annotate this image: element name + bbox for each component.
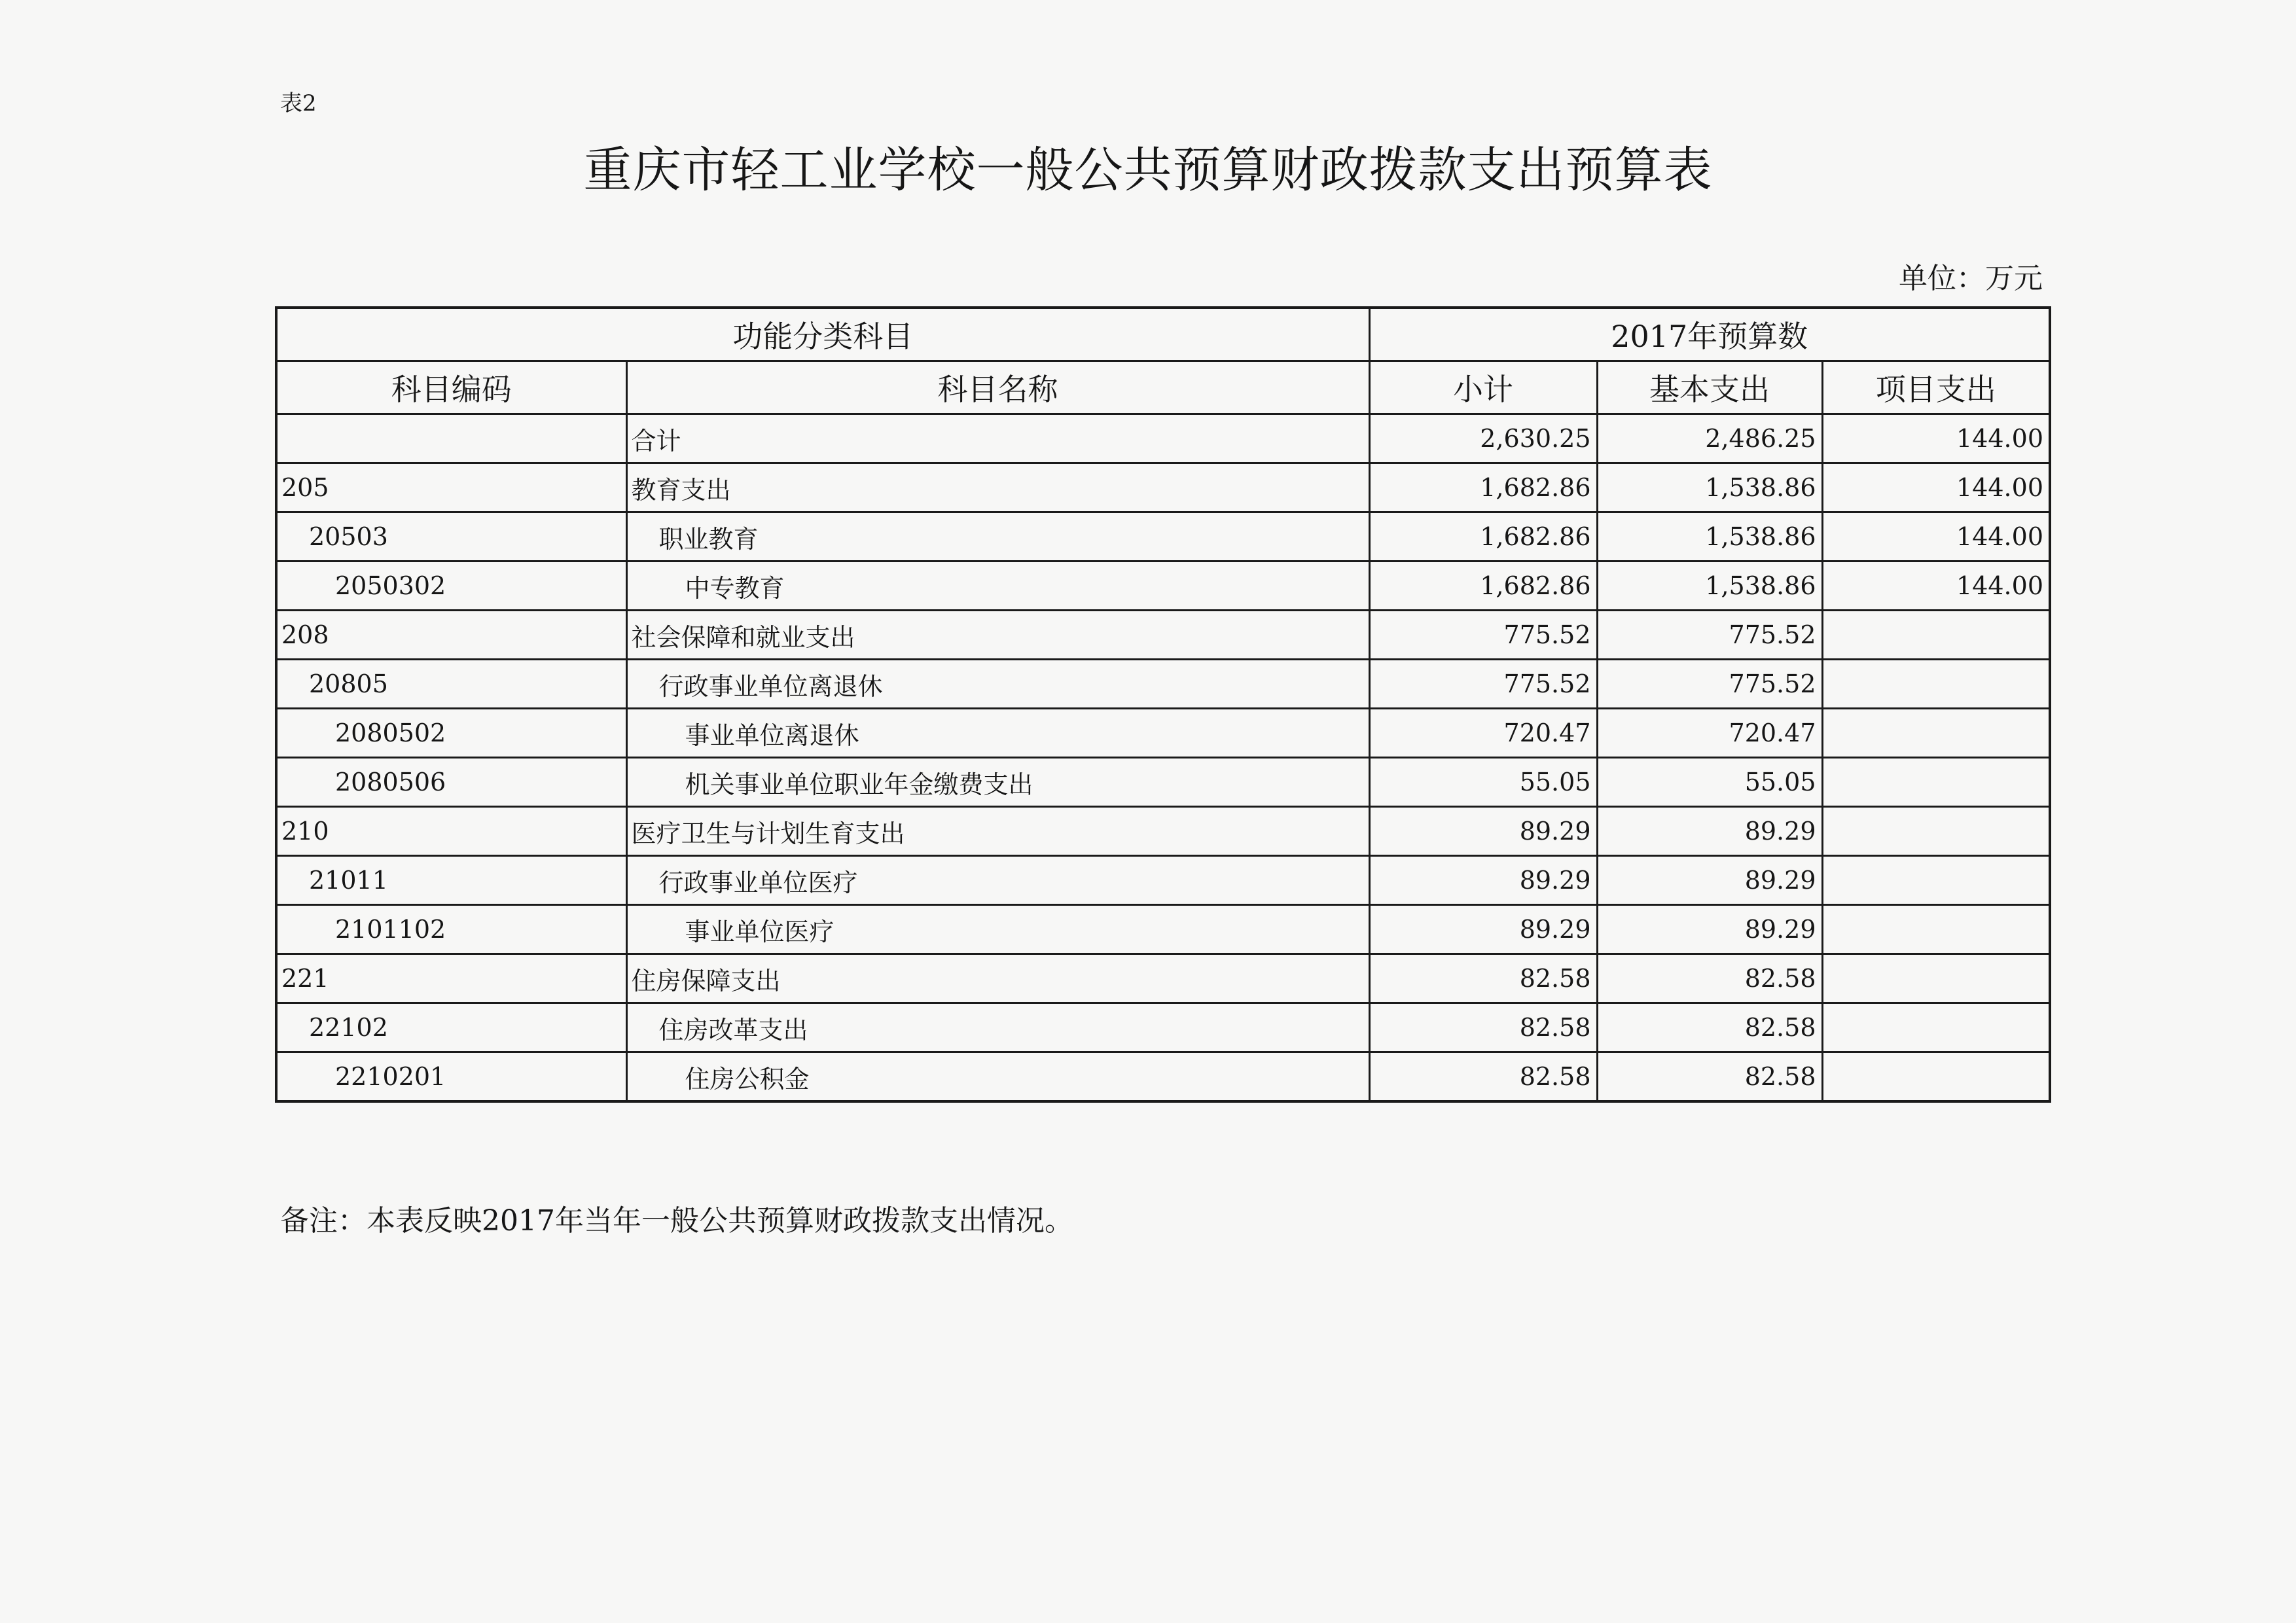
- subtotal-cell: 89.29: [1369, 905, 1597, 954]
- subject-code-cell: 2050302: [276, 562, 626, 611]
- subtotal-cell: 55.05: [1369, 758, 1597, 807]
- subject-code-cell: 20805: [276, 660, 626, 709]
- subtotal-cell: 2,630.25: [1369, 414, 1597, 463]
- column-header-code: 科目编码: [276, 361, 626, 414]
- subject-name-cell: 事业单位医疗: [626, 905, 1369, 954]
- project-expenditure-cell: [1822, 660, 2050, 709]
- subject-name-cell: 事业单位离退休: [626, 709, 1369, 758]
- subtotal-cell: 1,682.86: [1369, 463, 1597, 512]
- subject-code-cell: 221: [276, 954, 626, 1003]
- subject-name-cell: 教育支出: [626, 463, 1369, 512]
- basic-expenditure-cell: 2,486.25: [1597, 414, 1822, 463]
- subject-code-cell: 20503: [276, 512, 626, 562]
- table-header: [276, 308, 2050, 414]
- table-row: [276, 512, 2050, 562]
- table-row: [276, 562, 2050, 611]
- subject-name-cell: 职业教育: [626, 512, 1369, 562]
- basic-expenditure-cell: 1,538.86: [1597, 562, 1822, 611]
- project-expenditure-cell: 144.00: [1822, 414, 2050, 463]
- table-row: [276, 709, 2050, 758]
- subject-code-cell: 2080506: [276, 758, 626, 807]
- project-expenditure-cell: [1822, 954, 2050, 1003]
- project-expenditure-cell: 144.00: [1822, 562, 2050, 611]
- header-group-row: [276, 308, 2050, 361]
- subject-code-cell: 210: [276, 807, 626, 856]
- project-expenditure-cell: [1822, 807, 2050, 856]
- subject-name-cell: 行政事业单位医疗: [626, 856, 1369, 905]
- subject-name-cell: 行政事业单位离退休: [626, 660, 1369, 709]
- subject-code-cell: [276, 414, 626, 463]
- subject-code-cell: 2210201: [276, 1052, 626, 1102]
- table-number-label: 表2: [280, 90, 317, 116]
- project-expenditure-cell: [1822, 856, 2050, 905]
- basic-expenditure-cell: 82.58: [1597, 1003, 1822, 1052]
- subtotal-cell: 82.58: [1369, 1003, 1597, 1052]
- basic-expenditure-cell: 89.29: [1597, 856, 1822, 905]
- subject-name-cell: 中专教育: [626, 562, 1369, 611]
- subject-name-cell: 机关事业单位职业年金缴费支出: [626, 758, 1369, 807]
- subject-code-cell: 22102: [276, 1003, 626, 1052]
- subject-code-cell: 205: [276, 463, 626, 512]
- budget-table: [275, 306, 2051, 1103]
- subtotal-cell: 720.47: [1369, 709, 1597, 758]
- subtotal-cell: 89.29: [1369, 807, 1597, 856]
- subtotal-cell: 775.52: [1369, 660, 1597, 709]
- subject-code-cell: 21011: [276, 856, 626, 905]
- subject-code-cell: 208: [276, 611, 626, 660]
- subject-name-cell: 社会保障和就业支出: [626, 611, 1369, 660]
- subtotal-cell: 89.29: [1369, 856, 1597, 905]
- unit-label: 单位：万元: [1899, 262, 2043, 295]
- project-expenditure-cell: 144.00: [1822, 463, 2050, 512]
- subject-name-cell: 住房改革支出: [626, 1003, 1369, 1052]
- project-expenditure-cell: 144.00: [1822, 512, 2050, 562]
- table-row: [276, 660, 2050, 709]
- header-functional-classification: 功能分类科目: [276, 308, 1369, 361]
- table-row: [276, 807, 2050, 856]
- basic-expenditure-cell: 720.47: [1597, 709, 1822, 758]
- header-column-row: [276, 361, 2050, 414]
- subtotal-cell: 775.52: [1369, 611, 1597, 660]
- basic-expenditure-cell: 89.29: [1597, 905, 1822, 954]
- subject-name-cell: 合计: [626, 414, 1369, 463]
- table-row: [276, 414, 2050, 463]
- page-title: 重庆市轻工业学校一般公共预算财政拨款支出预算表: [583, 142, 1713, 198]
- header-budget-2017: 2017年预算数: [1369, 308, 2050, 361]
- basic-expenditure-cell: 55.05: [1597, 758, 1822, 807]
- column-header-project-expenditure: 项目支出: [1822, 361, 2050, 414]
- table-row: [276, 954, 2050, 1003]
- table-row: [276, 1052, 2050, 1102]
- basic-expenditure-cell: 1,538.86: [1597, 463, 1822, 512]
- basic-expenditure-cell: 1,538.86: [1597, 512, 1822, 562]
- table-row: [276, 1003, 2050, 1052]
- project-expenditure-cell: [1822, 709, 2050, 758]
- column-header-name: 科目名称: [626, 361, 1369, 414]
- basic-expenditure-cell: 775.52: [1597, 660, 1822, 709]
- basic-expenditure-cell: 775.52: [1597, 611, 1822, 660]
- project-expenditure-cell: [1822, 1003, 2050, 1052]
- subject-name-cell: 住房公积金: [626, 1052, 1369, 1102]
- subject-code-cell: 2080502: [276, 709, 626, 758]
- table-body: [276, 414, 2050, 1102]
- project-expenditure-cell: [1822, 611, 2050, 660]
- remark-note: 备注：本表反映2017年当年一般公共预算财政拨款支出情况。: [280, 1204, 1073, 1238]
- subject-name-cell: 住房保障支出: [626, 954, 1369, 1003]
- project-expenditure-cell: [1822, 905, 2050, 954]
- basic-expenditure-cell: 82.58: [1597, 1052, 1822, 1102]
- subtotal-cell: 82.58: [1369, 1052, 1597, 1102]
- table-row: [276, 758, 2050, 807]
- subtotal-cell: 1,682.86: [1369, 562, 1597, 611]
- table-row: [276, 463, 2050, 512]
- table-row: [276, 856, 2050, 905]
- basic-expenditure-cell: 89.29: [1597, 807, 1822, 856]
- column-header-subtotal: 小计: [1369, 361, 1597, 414]
- subject-code-cell: 2101102: [276, 905, 626, 954]
- column-header-basic-expenditure: 基本支出: [1597, 361, 1822, 414]
- subject-name-cell: 医疗卫生与计划生育支出: [626, 807, 1369, 856]
- subtotal-cell: 1,682.86: [1369, 512, 1597, 562]
- table-row: [276, 611, 2050, 660]
- project-expenditure-cell: [1822, 1052, 2050, 1102]
- project-expenditure-cell: [1822, 758, 2050, 807]
- basic-expenditure-cell: 82.58: [1597, 954, 1822, 1003]
- subtotal-cell: 82.58: [1369, 954, 1597, 1003]
- table-row: [276, 905, 2050, 954]
